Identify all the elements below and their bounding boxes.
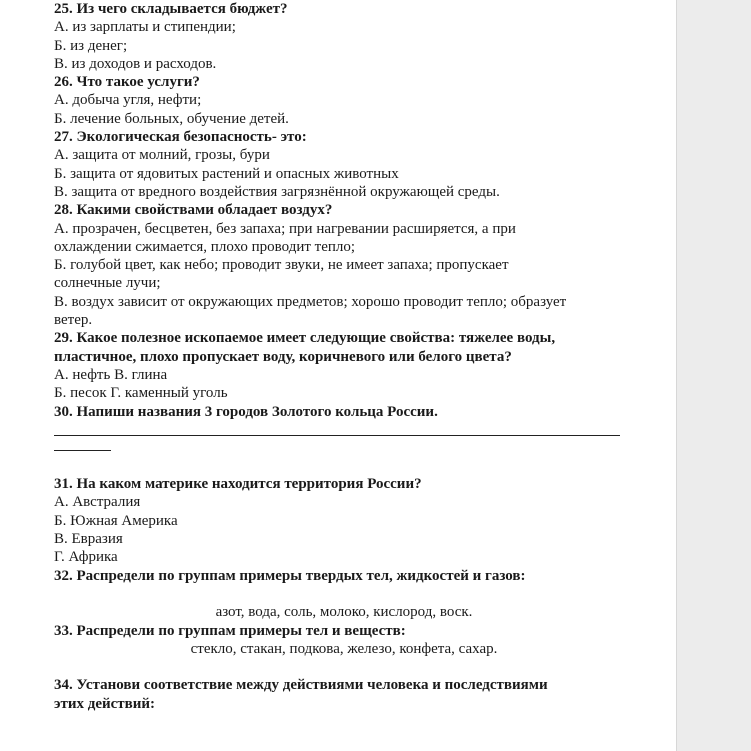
question-25-option-b: Б. из денег; [54,37,128,54]
question-26-option-a: А. добыча угля, нефти; [54,92,202,109]
question-28-line: охлаждении сжимается, плохо проводит тепло; [54,238,356,255]
question-31-option-a: А. Австралия [54,494,141,511]
answer-line [54,436,111,451]
question-26-title: 26. Что такое услуги? [54,74,200,91]
question-26-option-b: Б. лечение больных, обучение детей. [54,110,289,127]
question-28-line: А. прозрачен, бесцветен, без запаха; при нагревании расширяется, а при [54,220,516,237]
question-29-option: Б. песок Г. каменный уголь [54,385,228,402]
question-29-option: А. нефть В. глина [54,366,168,383]
spacer [54,457,634,475]
question-31-option-c: В. Евразия [54,531,123,548]
question-33-examples: стекло, стакан, подкова, железо, конфета, сахар. [190,640,498,657]
question-25-option-a: А. из зарплаты и стипендии; [54,19,236,36]
question-34-title: 34. Установи соответствие между действиями человека и последствиями [54,677,548,694]
question-27-option-c: В. защита от вредного воздействия загрязнённой окружающей среды. [54,183,500,200]
question-27-option-a: А. защита от молний, грозы, бури [54,147,270,164]
question-28-line: Б. голубой цвет, как небо; проводит звуки, не имеет запаха; пропускает [54,257,509,274]
spacer [54,585,634,603]
question-32-examples: азот, вода, соль, молоко, кислород, воск. [215,604,473,621]
question-27-title: 27. Экологическая безопасность- это: [54,129,307,146]
page-gutter [676,0,751,751]
question-32-title: 32. Распредели по группам примеры твердых тел, жидкостей и газов: [54,567,526,584]
question-31-option-d: Г. Африка [54,549,118,566]
question-28-title: 28. Какими свойствами обладает воздух? [54,202,333,219]
question-28-line: солнечные лучи; [54,275,161,292]
question-29-title: пластичное, плохо пропускает воду, коричневого или белого цвета? [54,348,512,365]
spacer [54,658,634,676]
question-34-title: этих действий: [54,695,156,712]
question-30-title: 30. Напиши названия 3 городов Золотого кольца России. [54,403,438,420]
question-28-line: В. воздух зависит от окружающих предметов; хорошо проводит тепло; образует [54,293,567,310]
question-27-option-b: Б. защита от ядовитых растений и опасных животных [54,165,399,182]
question-31-title: 31. На каком материке находится территория России? [54,476,422,493]
question-31-option-b: Б. Южная Америка [54,512,178,529]
answer-line [54,421,620,436]
question-29-title: 29. Какое полезное ископаемое имеет следующие свойства: тяжелее воды, [54,330,556,347]
question-33-title: 33. Распредели по группам примеры тел и веществ: [54,622,406,639]
question-25-option-c: В. из доходов и расходов. [54,55,217,72]
question-28-line: ветер. [54,312,93,329]
question-25-title: 25. Из чего складывается бюджет? [54,1,288,17]
document-content [54,0,634,713]
